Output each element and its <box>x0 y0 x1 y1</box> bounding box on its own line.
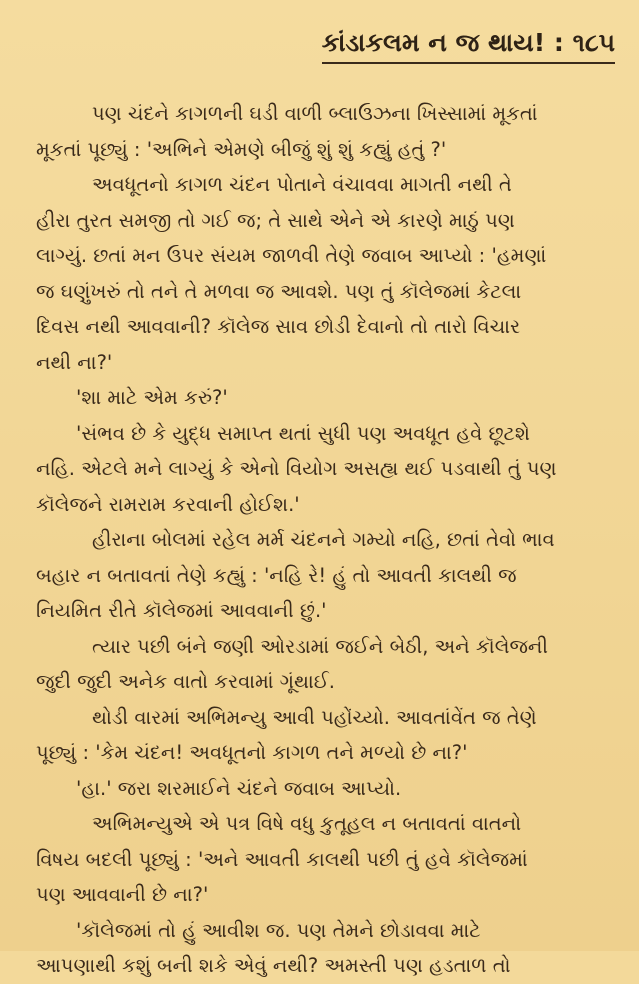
text-line: જુદી જુદી અનેક વાતો કરવામાં ગૂંથાઈ. <box>36 670 335 693</box>
text-line: નહિ. એટલે મને લાગ્યું કે એનો વિયોગ અસહ્ય થઈ પડવાથી તું પણ <box>36 457 557 480</box>
text-line: દિવસ નથી આવવાની? કૉલેજ સાવ છોડી દેવાનો તો તારો વિચાર <box>36 315 521 338</box>
text-line: અભિમન્યુએ એ પત્ર વિષે વધુ કુતૂહલ ન બતાવતાં વાતનો <box>92 812 522 835</box>
text-line: પૂછ્યું : 'કેમ ચંદન! અવધૂતનો કાગળ તને મળ્યો છે ના?' <box>36 741 468 764</box>
text-line: 'કૉલેજમાં તો હું આવીશ જ. પણ તેમને છોડાવવા માટે <box>76 918 481 942</box>
text-line: પણ ચંદને કાગળની ઘડી વાળી બ્લાઉઝના ખિસ્સામાં મૂકતાં <box>92 102 538 125</box>
text-line: બહાર ન બતાવતાં તેણે કહ્યું : 'નહિ રે! હું તો આવતી કાલથી જ <box>36 563 517 587</box>
text-line: પણ આવવાની છે ના?' <box>36 883 209 906</box>
text-line: 'શા માટે એમ કરું?' <box>76 386 228 409</box>
text-line: નથી ના?' <box>36 350 113 374</box>
text-line: જ ઘણુંખરું તો તને તે મળવા જ આવશે. પણ તું કૉલેજમાં કેટલા <box>36 279 522 303</box>
text-line: 'હા.' જરા શરમાઈને ચંદને જવાબ આપ્યો. <box>76 776 402 800</box>
text-line: 'સંભવ છે કે યુદ્ધ સમાપ્ત થતાં સુધી પણ અવધૂત હવે છૂટશે <box>76 421 530 445</box>
text-line: મૂકતાં પૂછ્યું : 'અભિને એમણે બીજું શું શું કહ્યું હતું ?' <box>36 137 447 161</box>
text-line: થોડી વારમાં અભિમન્યુ આવી પહોંચ્યો. આવતાંવેંત જ તેણે <box>92 705 537 729</box>
page-body-text <box>36 96 608 984</box>
text-line: નિયમિત રીતે કૉલેજમાં આવવાની છું.' <box>36 599 327 622</box>
text-line: અવધૂતનો કાગળ ચંદન પોતાને વંચાવવા માગતી નથી તે <box>92 173 512 196</box>
text-line: વિષય બદલી પૂછ્યું : 'અને આવતી કાલથી પછી તું હવે કૉલેજમાં <box>36 847 528 871</box>
text-line: ત્યાર પછી બંને જણી ઓરડામાં જઈને બેઠી, અને કૉલેજની <box>92 634 549 658</box>
text-line: હીરાના બોલમાં રહેલ મર્મ ચંદનને ગમ્યો નહિ, છતાં તેવો ભાવ <box>92 528 555 551</box>
running-header: કાંડાકલમ ન જ થાય! : ૧૮૫ <box>322 28 615 64</box>
text-line: આપણાથી કશું બની શકે એવું નથી? અમસ્તી પણ હડતાળ તો <box>36 954 511 977</box>
text-line: લાગ્યું. છતાં મન ઉપર સંયમ જાળવી તેણે જવાબ આપ્યો : 'હમણાં <box>36 244 547 267</box>
text-line: કૉલેજને રામરામ કરવાની હોઈશ.' <box>36 492 300 516</box>
text-line: હીરા તુરત સમજી તો ગઈ જ; તે સાથે એને એ કારણે માઠું પણ <box>36 208 515 232</box>
